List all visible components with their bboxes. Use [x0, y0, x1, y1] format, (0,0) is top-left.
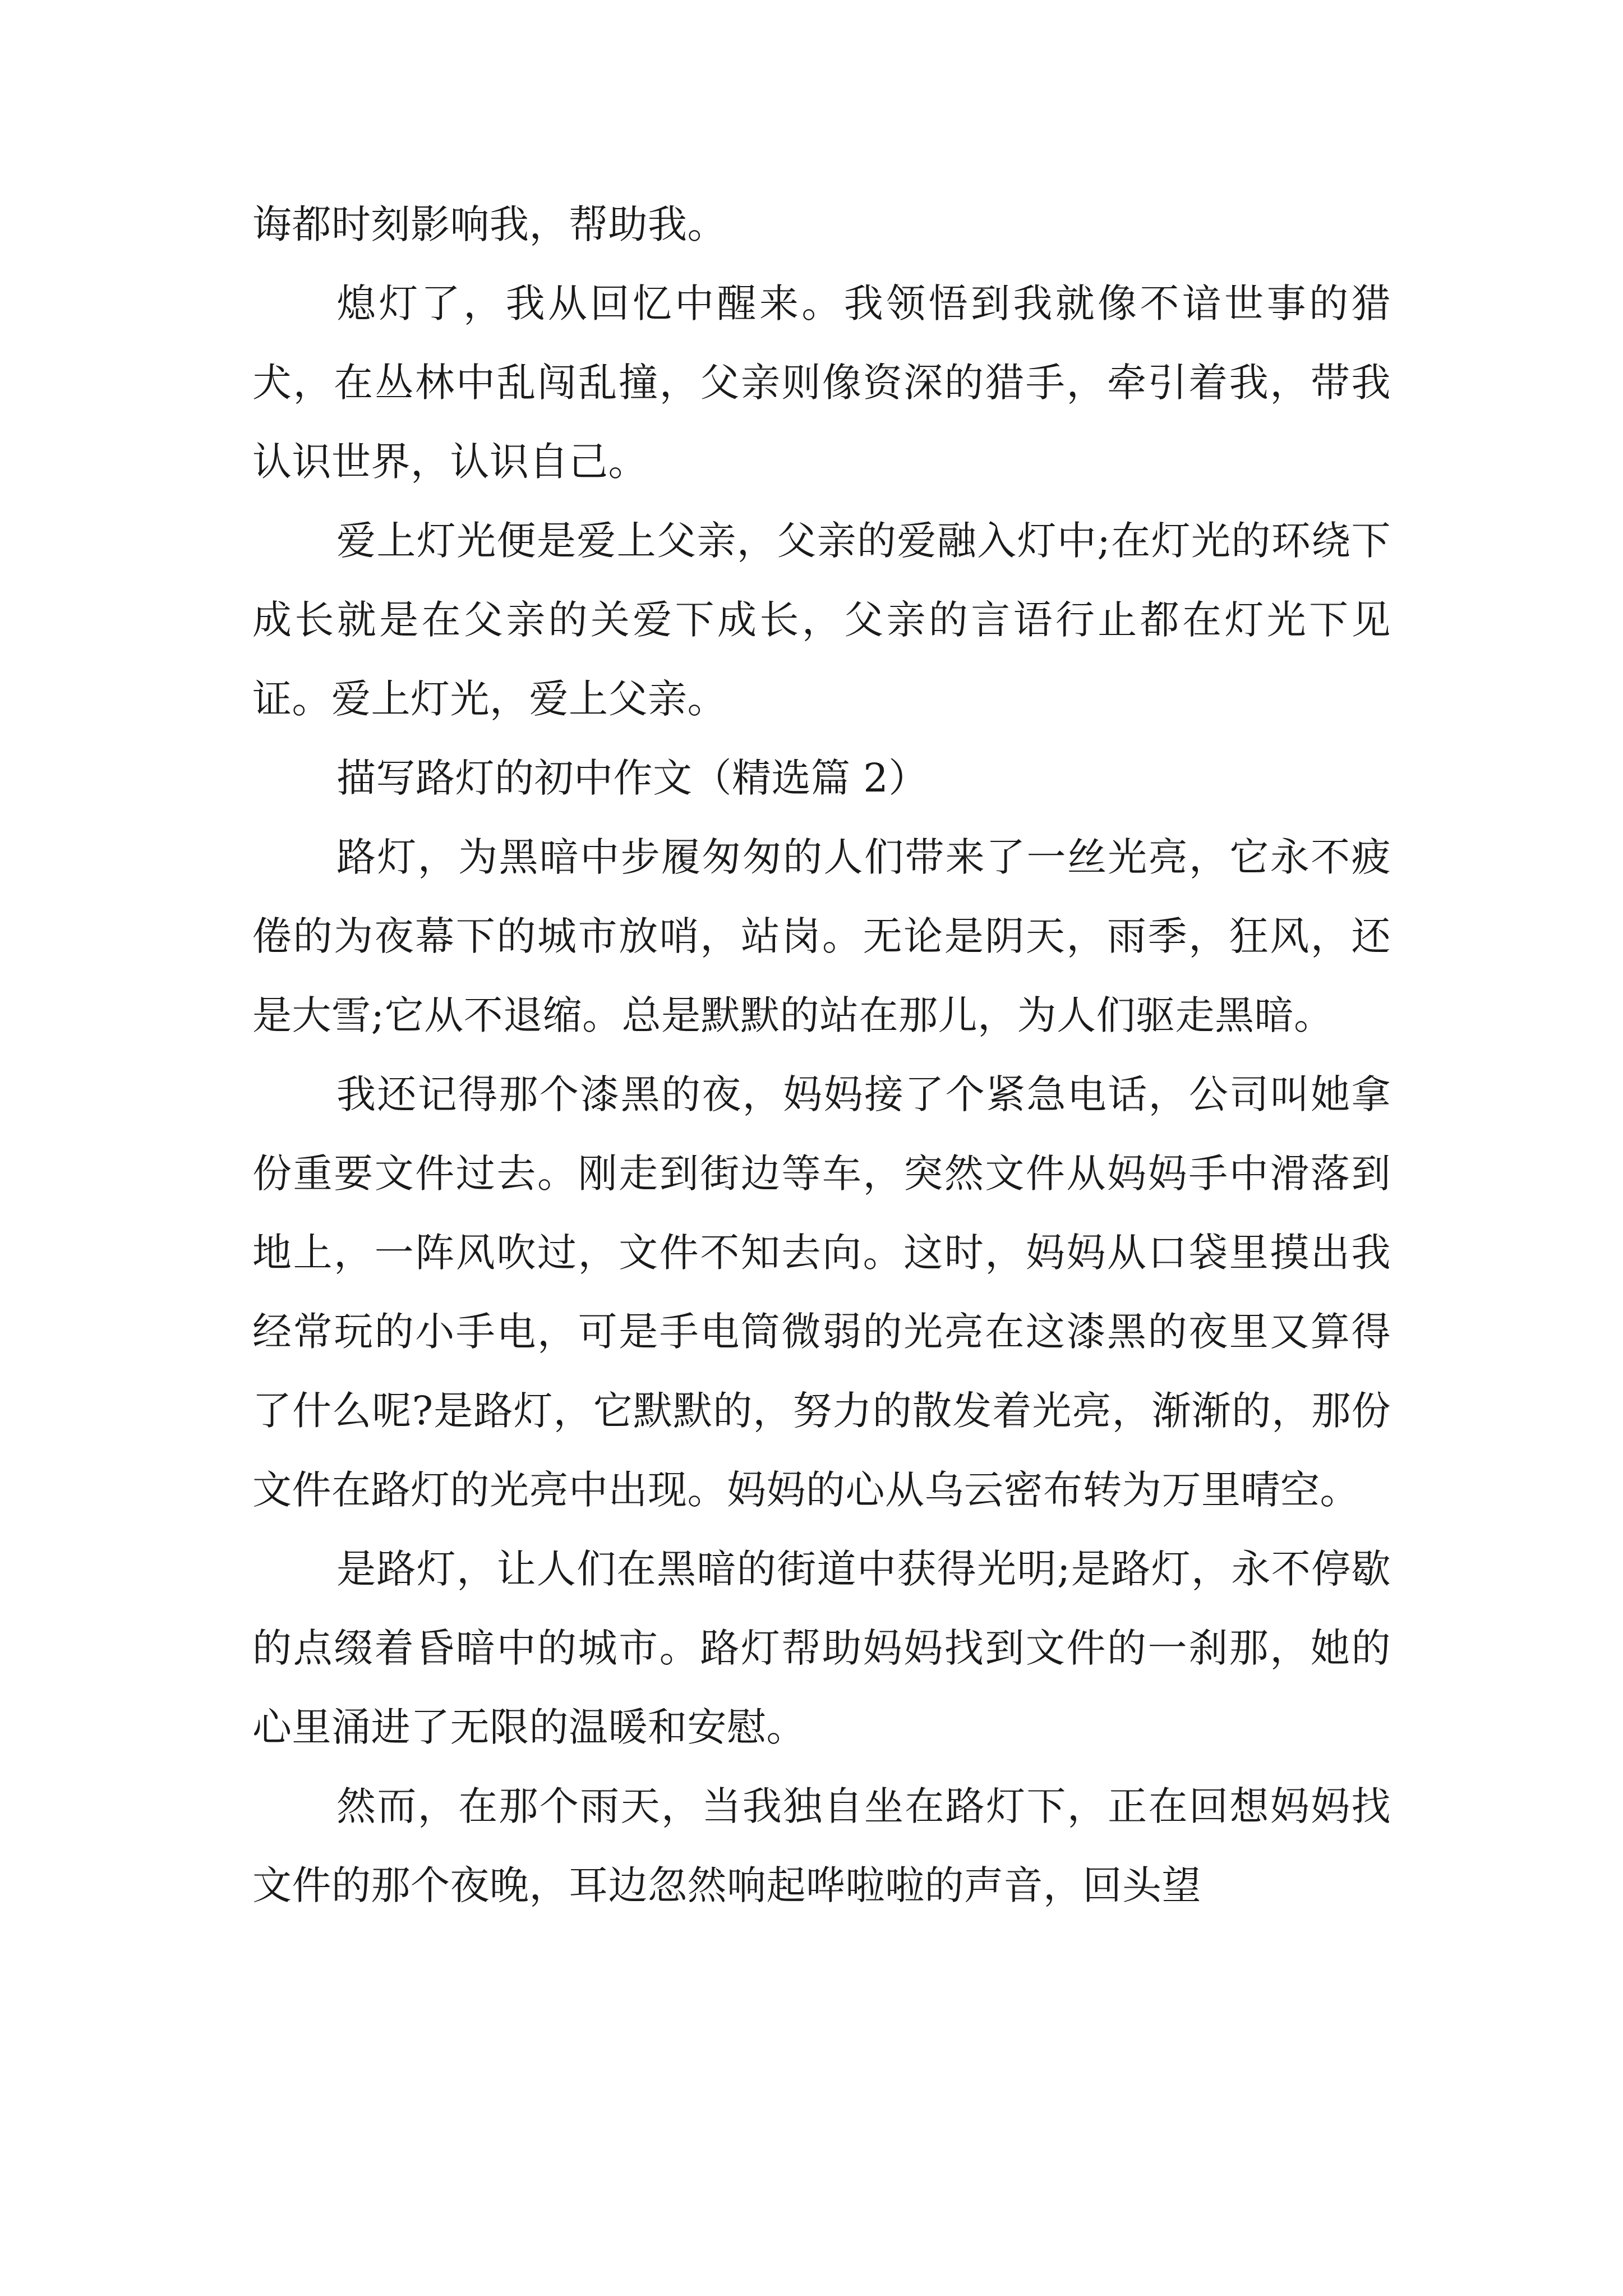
- essay-heading: 描写路灯的初中作文（精选篇 2）: [336, 755, 928, 801]
- paragraph-continuation: 诲都时刻影响我，帮助我。: [252, 201, 727, 247]
- document-body: [252, 185, 1391, 1925]
- paragraph-memory-night: 我还记得那个漆黑的夜，妈妈接了个紧急电话，公司叫她拿份重要文件过去。刚走到街边等车，突然文件从妈妈手中滑落到地上，一阵风吹过，文件不知去向。这时，妈妈从口袋里摸出我经常玩的小手电，可是手电筒微弱的光亮在这漆黑的夜里又算得了什么呢?是路灯，它默默的，努力的散发着光亮，渐渐的，那份文件在路灯的光亮中出现。妈妈的心从乌云密布转为万里晴空。: [252, 1071, 1391, 1513]
- paragraph-love-light: 爱上灯光便是爱上父亲，父亲的爱融入灯中;在灯光的环绕下成长就是在父亲的关爱下成长，父亲的言语行止都在灯光下见证。爱上灯光，爱上父亲。: [252, 518, 1391, 722]
- paragraph-rainy-day: 然而，在那个雨天，当我独自坐在路灯下，正在回想妈妈找文件的那个夜晚，耳边忽然响起哗啦啦的声音，回头望: [252, 1783, 1391, 1908]
- paragraph-awakening: 熄灯了，我从回忆中醒来。我领悟到我就像不谙世事的猎犬，在丛林中乱闯乱撞，父亲则像资深的猎手，牵引着我，带我认识世界，认识自己。: [252, 280, 1391, 485]
- paragraph-streetlight-intro: 路灯，为黑暗中步履匆匆的人们带来了一丝光亮，它永不疲倦的为夜幕下的城市放哨，站岗。无论是阴天，雨季，狂风，还是大雪;它从不退缩。总是默默的站在那儿，为人们驱走黑暗。: [252, 834, 1391, 1038]
- paragraph-streetlight-praise: 是路灯，让人们在黑暗的街道中获得光明;是路灯，永不停歇的点缀着昏暗中的城市。路灯帮助妈妈找到文件的一刹那，她的心里涌进了无限的温暖和安慰。: [252, 1546, 1391, 1750]
